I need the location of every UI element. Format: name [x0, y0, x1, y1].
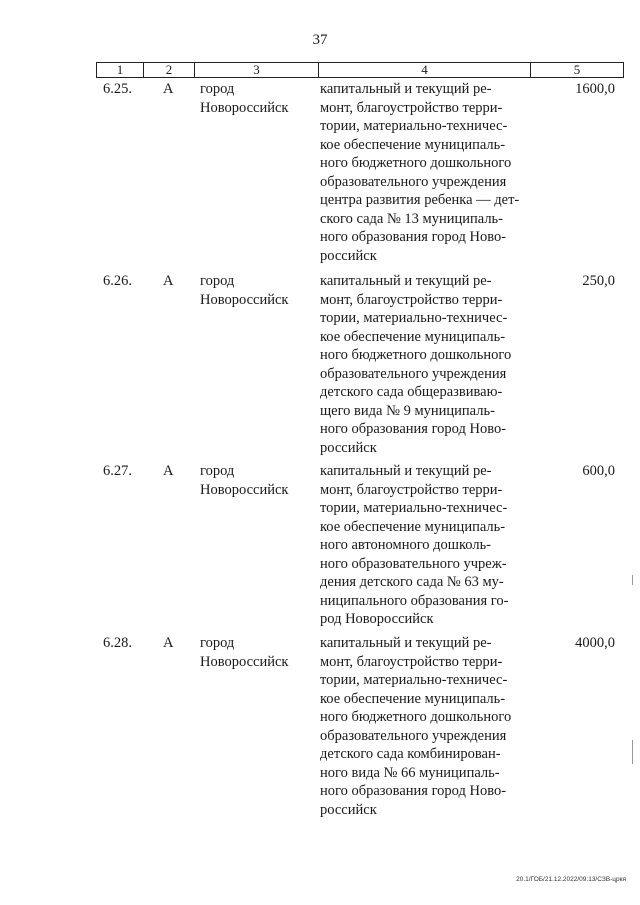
row-city: город Новороссийск [200, 635, 289, 670]
row-city: город Новороссийск [200, 463, 289, 498]
row-description: капитальный и текущий ре- монт, благоустройство терри- тории, материально-техничес- кое обеспечение муниципаль- ного автономного дошколь- ного образовательного учреж- дения детского сада № 63 му- ниципального образования го- род Новороссийск [320, 463, 509, 627]
row-sum: 1600,0 [575, 81, 615, 97]
row-description: капитальный и текущий ре- монт, благоустройство терри- тории, материально-техничес- кое обеспечение муниципаль- ного бюджетного дошкольного образовательного учреждения детского сада комбинирован- ного вида № 66 муниципаль- ного образования город Ново- российск [320, 635, 512, 818]
row-category: А [163, 81, 174, 97]
column-header-3: 3 [195, 63, 319, 78]
row-city: город Новороссийск [200, 81, 289, 116]
column-header-table [96, 62, 624, 78]
row-description: капитальный и текущий ре- монт, благоустройство терри- тории, материально-техничес- кое обеспечение муниципаль- ного бюджетного дошкольного образовательного учреждения центра развития ребенка — дет- ского сада № 13 муниципаль- ного образования город Ново- российск [320, 81, 520, 264]
row-category: А [163, 463, 174, 479]
column-header-4: 4 [319, 63, 531, 78]
row-category: А [163, 635, 174, 651]
row-number: 6.28. [103, 635, 132, 651]
row-city: город Новороссийск [200, 273, 289, 308]
row-sum: 4000,0 [575, 635, 615, 651]
row-description: капитальный и текущий ре- монт, благоустройство терри- тории, материально-техничес- кое обеспечение муниципаль- ного бюджетного дошкольного образовательного учреждения детского сада общеразвиваю- щего вида № 9 муниципаль- ного образования город Ново- российск [320, 273, 512, 456]
row-number: 6.27. [103, 463, 132, 479]
scan-artifact [632, 575, 633, 585]
row-number: 6.25. [103, 81, 132, 97]
scan-artifact [632, 740, 633, 764]
row-sum: 250,0 [582, 273, 615, 289]
column-header-row [97, 63, 624, 78]
column-header-1: 1 [97, 63, 144, 78]
document-code: 20.1/ГОБ/21.12.2022/09:13/СЗВ-цркя [516, 876, 626, 883]
row-category: А [163, 273, 174, 289]
column-header-5: 5 [531, 63, 624, 78]
row-number: 6.26. [103, 273, 132, 289]
column-header-2: 2 [144, 63, 195, 78]
page-number: 37 [312, 32, 328, 48]
row-sum: 600,0 [582, 463, 615, 479]
